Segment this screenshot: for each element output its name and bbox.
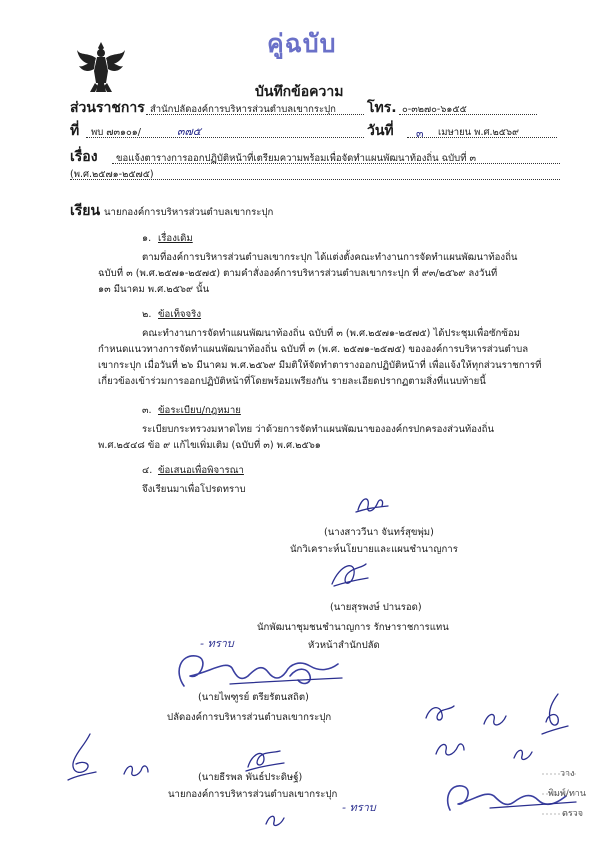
subject-line2: (พ.ศ.๒๕๗๑-๒๕๗๕): [70, 169, 154, 180]
section2-line4: เกี่ยวข้องเข้าร่วมการออกปฏิบัติหน้าที่โดยพร้อมเพรียงกัน รายละเอียดปรากฏตามสิ่งที่แนบท้ายนี้: [98, 376, 486, 387]
sig4-title: นายกองค์การบริหารส่วนตำบลเขากระปุก: [168, 789, 338, 800]
signature-3: [170, 646, 348, 696]
section2-line1: คณะทำงานการจัดทำแผนพัฒนาท้องถิ่น ฉบับที่ ๓ (พ.ศ.๒๕๗๑-๒๕๗๕) ได้ประชุมเพื่อซักซ้อม: [142, 328, 520, 339]
section1-line2: ฉบับที่ ๓ (พ.ศ.๒๕๗๑-๒๕๗๕) ตามคำสั่งองค์การบริหารส่วนตำบลเขากระปุก ที่ ๙๓/๒๕๖๙ ลงวันที่: [98, 268, 498, 279]
no-value: พบ ๗๓๑๐๑/: [91, 127, 142, 138]
section1-number: ๑.: [142, 233, 152, 244]
signature-2: [326, 558, 372, 592]
section2-line3: เขากระปุก เมื่อวันที่ ๒๖ มีนาคม พ.ศ.๒๕๖๙ มีมติให้จัดทำตารางออกปฏิบัติหน้าที่ เพื่อแจ้งให้ทุกส่วนราชการที่: [98, 360, 542, 371]
margin-signature-right-4: [430, 736, 470, 762]
sig3-title: ปลัดองค์การบริหารส่วนตำบลเขากระปุก: [167, 712, 332, 723]
sig1-title: นักวิเคราะห์นโยบายและแผนชำนาญการ: [290, 544, 458, 555]
memo-title: บันทึกข้อความ: [255, 84, 344, 100]
margin-signature-left-2: [118, 758, 154, 782]
margin-signature-right-3: [538, 690, 572, 738]
subject-label: เรื่อง: [70, 149, 98, 165]
section3-number: ๓.: [142, 405, 152, 416]
no-handwritten: ๓๗๕: [177, 125, 202, 138]
garuda-emblem: [73, 38, 129, 96]
section2-line2: กำหนดแนวทางการจัดทำแผนพัฒนาท้องถิ่น ฉบับที่ ๓ (พ.ศ. ๒๕๗๑-๒๕๗๕) ขององค์การบริหารส่วนตำบล: [98, 344, 529, 355]
initials-typed-checked: พิมพ์/ทาน: [548, 789, 586, 799]
section4-line1: จึงเรียนมาเพื่อโปรดทราบ: [142, 484, 246, 495]
no-label: ที่: [70, 123, 80, 139]
initials-place: วาง: [560, 769, 575, 779]
sig2-title2: หัวหน้าสำนักปลัด: [308, 640, 380, 651]
initials-review: ตรวจ: [562, 809, 584, 819]
handwritten-note-acknowledged-1: - ทราบ: [200, 637, 234, 650]
date-value: เมษายน พ.ศ.๒๕๖๙: [438, 127, 519, 138]
section3-line2: พ.ศ.๒๕๔๘ ข้อ ๙ แก้ไขเพิ่มเติม (ฉบับที่ ๓) พ.ศ.๒๕๖๑: [98, 440, 321, 451]
section3-heading: ข้อระเบียบ/กฎหมาย: [158, 405, 241, 416]
sig3-name: (นายไพฑูรย์ ตรียรัตนสถิต): [198, 692, 309, 703]
section2-number: ๒.: [142, 309, 152, 320]
signature-1: [352, 492, 392, 518]
margin-signature-right-2: [478, 706, 514, 732]
section4-heading: ข้อเสนอเพื่อพิจารณา: [158, 465, 244, 476]
dept-label: ส่วนราชการ: [70, 100, 145, 116]
handwritten-note-acknowledged-2: - ทราบ: [342, 801, 376, 814]
sig4-name: (นายธีรพล พันธ์ประดิษฐ์): [198, 772, 303, 783]
section1-line1: ตามที่องค์การบริหารส่วนตำบลเขากระปุก ได้แต่งตั้งคณะทำงานการจัดทำแผนพัฒนาท้องถิ่น: [142, 252, 518, 263]
dept-value: สำนักปลัดองค์การบริหารส่วนตำบลเขากระปุก: [150, 104, 336, 115]
section1-line3: ๑๓ มีนาคม พ.ศ.๒๕๖๙ นั้น: [98, 284, 210, 295]
date-day: ๓: [416, 127, 424, 140]
section3-line1: ระเบียบกระทรวงมหาดไทย ว่าด้วยการจัดทำแผนพัฒนาขององค์กรปกครองส่วนท้องถิ่น: [142, 424, 495, 435]
copy-stamp: คู่ฉบับ: [267, 29, 337, 58]
margin-signature-bottom: [262, 810, 292, 832]
margin-signature-right-1: [420, 698, 460, 730]
margin-signature-left: [60, 730, 104, 784]
sig2-title1: นักพัฒนาชุมชนชำนาญการ รักษาราชการแทน: [257, 622, 449, 633]
sig2-name: (นายสุรพงษ์ ปานรอด): [330, 602, 422, 613]
salutation-value: นายกองค์การบริหารส่วนตำบลเขากระปุก: [104, 207, 274, 218]
tel-label: โทร.: [367, 100, 397, 116]
section4-number: ๔.: [142, 465, 153, 476]
tel-value: ๐-๓๒๗๐-๖๑๕๕: [402, 104, 467, 115]
sig1-name: (นางสาววีนา จันทร์สุขพุ่ม): [324, 527, 434, 538]
margin-signature-right-5: [510, 744, 540, 766]
salutation-label: เรียน: [70, 203, 101, 219]
section2-heading: ข้อเท็จจริง: [158, 309, 202, 320]
subject-line1: ขอแจ้งตารางการออกปฏิบัติหน้าที่เตรียมความพร้อมเพื่อจัดทำแผนพัฒนาท้องถิ่น ฉบับที่ ๓: [116, 153, 476, 164]
date-label: วันที่: [367, 123, 394, 139]
section1-heading: เรื่องเดิม: [158, 233, 193, 244]
